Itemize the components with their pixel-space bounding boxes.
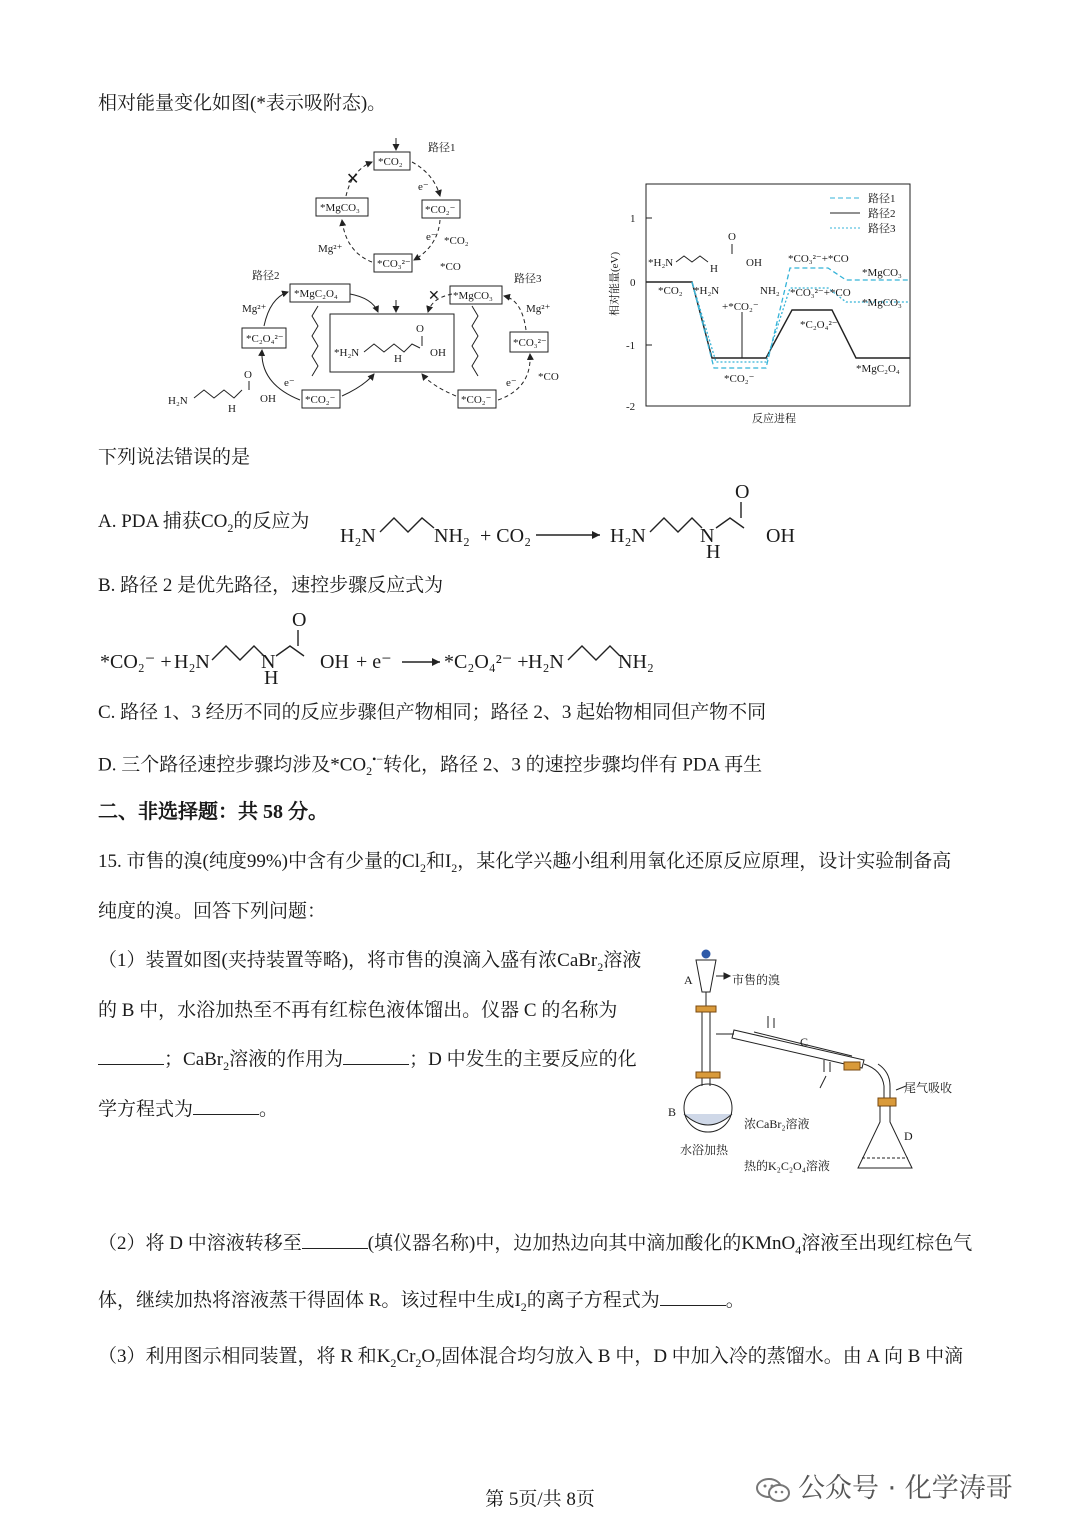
label-tail-gas: 尾气吸收 [904,1081,953,1095]
q15-p2-line2: 体，继续加热将溶液蒸干得固体 R。该过程中生成$I_2$的离子方程式为 。 [98,1290,745,1314]
label-co2-minus-bottom: *CO₂⁻ [724,373,755,385]
label-plus-co2: +*CO₂⁻ [722,301,759,313]
electron-1: e⁻ [418,181,429,193]
co3-right-box: *CO₃²⁻ [513,337,547,349]
option-c: C. 路径 1、3 经历不同的反应步骤但产物相同；路径 2、3 起始物相同但产物不同 [98,702,767,723]
legend-path2: 路径2 [868,208,896,220]
free-o: O [244,369,252,381]
svg-text:H₂N: H₂N [174,651,210,673]
svg-text:OH: OH [320,651,349,673]
path1-label: 路径1 [428,142,456,154]
q15-p1-line4: 学方程式为 。 [98,1099,279,1120]
free-h2n: H₂N [168,395,188,407]
option-a-equation [338,480,808,563]
label-h2n-mid: *H₂N [694,285,720,297]
question-prompt: 下列说法错误的是 [98,447,251,468]
svg-text:+ e⁻: + e⁻ [356,651,392,673]
q15-p3-line1: （3）利用图示相同装置，将 R 和$K_2Cr_2O_7$固体混合均匀放入 B 中，D 中加入冷的蒸馏水。由 A 向 B 中滴 [98,1346,964,1370]
mg2-label-3: Mg²⁺ [526,303,551,315]
svg-text:*CO₂⁻ +: *CO₂⁻ + [100,651,172,673]
co3-bottom-box: *CO₃²⁻ [377,258,411,270]
svg-text:O: O [292,609,307,631]
svg-text:H₂N: H₂N [528,651,564,673]
legend-path3: 路径3 [868,223,896,235]
option-a-text: A. PDA 捕获$CO_2$的反应为 [98,511,310,535]
option-b-line1: B. 路径 2 是优先路径，速控步骤反应式为 [98,575,444,596]
path2-label: 路径2 [252,270,280,282]
svg-text:H₂N: H₂N [610,525,646,547]
label-c2o4: *C₂O₄²⁻ [800,319,838,331]
y-tick-1: 1 [630,213,636,225]
label-co3-co-top: *CO₃²⁻+*CO [788,253,849,265]
label-d: D [904,1129,913,1143]
mgc2o4-box: *MgC₂O₄ [294,288,338,300]
series-path1 [692,268,910,368]
co2-minus-box-right: *CO₂⁻ [461,394,492,406]
co2-minus-box-left: *CO₂⁻ [305,394,336,406]
intro-line: 相对能量变化如图(*表示吸附态)。 [98,93,387,114]
label-mgc2o4: *MgC₂O₄ [856,363,900,375]
mg2-label-1: Mg²⁺ [318,243,343,255]
option-b-equation [98,610,678,690]
electron-3: e⁻ [284,377,295,389]
svg-text:NH₂: NH₂ [434,525,470,547]
q15-p1-line2: 的 B 中，水浴加热至不再有红棕色液体馏出。仪器 C 的名称为 [98,1000,618,1021]
label-co3-co-mid: *CO₃²⁻+*CO [790,287,851,299]
label-mgco3-top: *MgCO₃ [862,267,902,279]
co2-small-label: *CO₂ [444,235,469,247]
legend-path1: 路径1 [868,193,896,205]
svg-text:N: N [261,651,276,673]
blocked-mark-2: ✕ [428,289,440,304]
co-label-2: *CO [538,371,559,383]
y-tick-m2: -2 [626,401,636,413]
y-tick-0: 0 [630,277,636,289]
q15-line1: 15. 市售的溴(纯度99%)中含有少量的$Cl_2$和$I_2$，某化学兴趣小组利用氧化还原反应原理，设计实验制备高 [98,851,952,875]
svg-text:NH₂: NH₂ [618,651,654,673]
mg2-label-2: Mg²⁺ [242,303,267,315]
svg-text:+ CO₂: + CO₂ [480,525,532,547]
svg-text:H₂N: H₂N [340,525,376,547]
label-k2c2o4: 热的K₂C₂O₄溶液 [744,1159,830,1173]
wechat-icon [756,1477,790,1503]
answer-blank-4[interactable] [302,1246,368,1249]
label-nh2-mid: NH₂ [760,285,780,297]
x-axis-label: 反应进程 [752,413,796,425]
section-title: 二、非选择题：共 58 分。 [98,801,328,823]
center-o: O [416,323,424,335]
q15-p2-line1: （2）将 D 中溶液转移至 (填仪器名称)中，边加热边向其中滴加酸化的KMnO$_4$溶液至出现红棕色气 [98,1233,973,1257]
free-h: H [228,403,236,415]
center-oh: OH [430,347,446,359]
watermark: 公众号 · 化学涛哥 [756,1466,1013,1505]
label-a: A [684,973,693,987]
free-oh: OH [260,393,276,405]
label-bromine: 市售的溴 [732,973,781,987]
answer-blank-2[interactable] [343,1062,409,1065]
co2-minus-right-box: *CO₂⁻ [425,204,456,216]
svg-text:H: H [706,541,721,563]
label-cabr2: 浓CaBr₂溶液 [744,1117,810,1131]
label-water-bath: 水浴加热 [680,1143,729,1157]
apparatus-diagram [664,946,974,1180]
c2o4-box: *C₂O₄²⁻ [246,333,284,345]
q15-line2: 纯度的溴。回答下列问题： [98,901,327,922]
electron-2: e⁻ [426,231,437,243]
answer-blank-1[interactable] [98,1062,164,1065]
energy-profile-chart [604,176,924,432]
y-tick-m1: -1 [626,340,636,352]
svg-text:*C₂O₄²⁻ +: *C₂O₄²⁻ + [444,651,529,673]
y-axis-label: 相对能量(eV) [609,251,621,316]
svg-text:N: N [700,525,715,547]
label-c: C [800,1035,809,1049]
svg-text:H: H [264,667,279,689]
label-mgco3-mid: *MgCO₃ [862,297,902,309]
label-h2n-left: *H₂N [648,257,674,269]
mgco3-left-box: *MgCO₃ [320,202,360,214]
q15-p1-line1: （1）装置如图(夹持装置等略)，将市售的溴滴入盛有浓CaBr$_2$溶液 [98,950,642,974]
label-oh-left: OH [746,257,762,269]
label-h-left: H [710,263,718,275]
svg-text:O: O [735,481,750,503]
center-h: H [394,353,402,365]
label-b: B [668,1105,677,1119]
q15-p1-line3: ；CaBr$_2$溶液的作用为 ；D 中发生的主要反应的化 [98,1050,637,1072]
label-co2: *CO₂ [658,285,683,297]
svg-text:OH: OH [766,525,795,547]
option-d: D. 三个路径速控步骤均涉及$*CO_2^{•-}$转化，路径 2、3 的速控步骤均伴有 PDA 再生 [98,752,763,779]
center-h2n: *H₂N [334,347,360,359]
electron-4: e⁻ [506,377,517,389]
path3-label: 路径3 [514,273,542,285]
blocked-mark-1: ✕ [346,171,360,188]
mgco3-right-box: *MgCO₃ [453,290,493,302]
co2-top-box: *CO₂ [378,156,403,168]
label-o-left: O [728,231,736,243]
page-footer: 第 5页/共 8页 [485,1489,595,1510]
answer-blank-5[interactable] [660,1303,726,1306]
answer-blank-3[interactable] [193,1112,259,1115]
co-label-1: *CO [440,261,461,273]
reaction-cycle-figure [160,134,560,424]
